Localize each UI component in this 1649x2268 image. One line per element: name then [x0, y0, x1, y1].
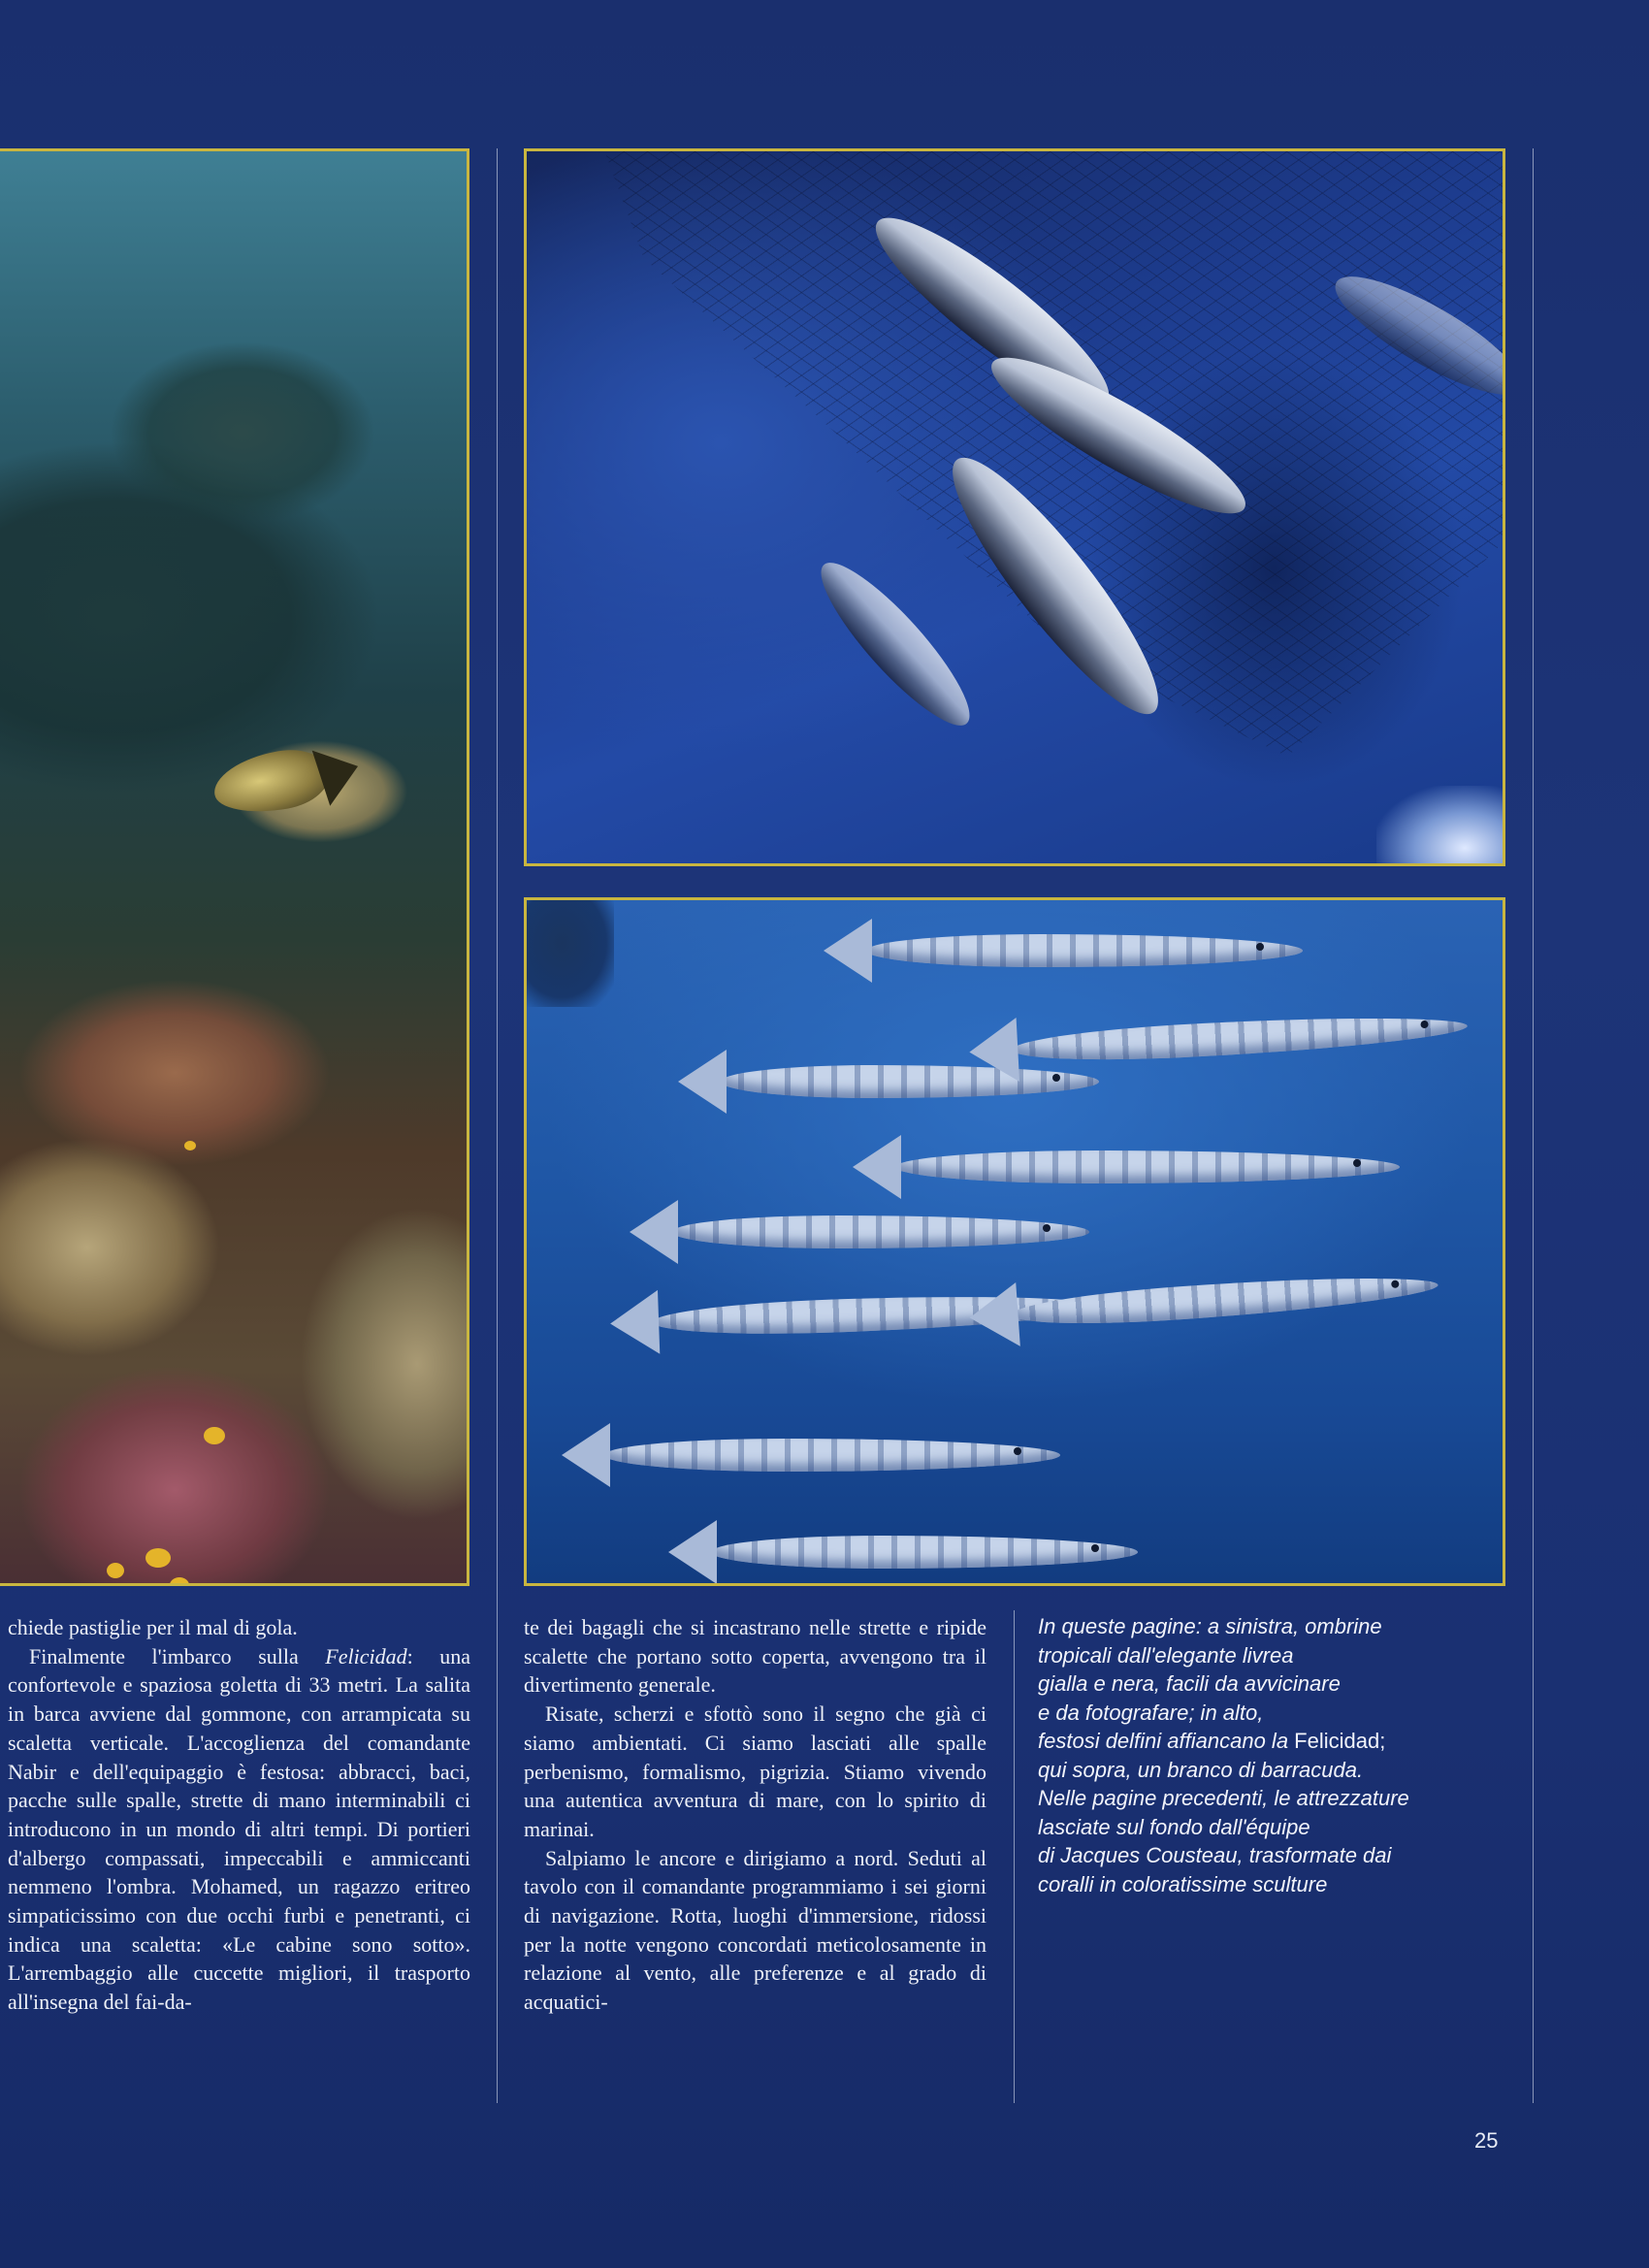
tropical-fish-tail — [312, 738, 368, 805]
ship-name: Felicidad — [325, 1643, 407, 1669]
caption-line: tropicali dall'elegante livrea — [1038, 1642, 1294, 1668]
caption-line: lasciate sul fondo dall'équipe — [1038, 1814, 1310, 1839]
coral-polyp — [107, 1563, 124, 1578]
paragraph: te dei bagagli che si incastrano nelle strette e ripide scalette che portano sotto coperta, avvengono tra il divertimento generale. — [524, 1615, 986, 1698]
caption-line: di Jacques Cousteau, trasformate dai — [1038, 1843, 1392, 1867]
barracuda — [1011, 1269, 1439, 1332]
column-rule — [1533, 148, 1534, 2103]
caption-line: gialla e nera, facili da avvicinare — [1038, 1671, 1341, 1696]
dolphin — [804, 547, 987, 742]
column-rule — [1014, 1610, 1015, 2103]
barracuda — [866, 934, 1303, 967]
caption-line: festosi delfini affiancano la Felicidad; — [1038, 1729, 1386, 1753]
ship-name: Felicidad; — [1294, 1729, 1386, 1753]
barracuda — [672, 1215, 1089, 1248]
photo-barracuda — [524, 897, 1505, 1586]
caption-line: e da fotografare; in alto, — [1038, 1700, 1264, 1725]
diver-silhouette — [527, 900, 614, 1007]
coral-polyp — [204, 1427, 225, 1444]
column-rule — [497, 148, 498, 2103]
barracuda — [711, 1536, 1138, 1569]
coral-polyp — [184, 1141, 196, 1150]
coral-polyp — [146, 1548, 171, 1568]
caption-line: coralli in coloratissime sculture — [1038, 1871, 1328, 1896]
sea-foam — [1376, 786, 1503, 863]
caption-line: Nelle pagine precedenti, le attrezzature — [1038, 1786, 1409, 1810]
paragraph: Finalmente l'imbarco sulla Felicidad: una confortevole e spaziosa goletta di 33 metri. La salita in barca avviene dal gommone, con arrampicata su scaletta verticale. L'accoglienza del comandante Nabir e dell'equipaggio è festosa: abbracci, baci, pacche sulle spalle, strette di mano interminabili ci introducono in un mondo di altri tempi. Di portieri d'albergo compassati, impeccabili e ammiccanti nemmeno l'ombra. Mohamed, un ragazzo eritreo simpaticissimo con due occhi furbi e penetranti, ci indica una scaletta: «Le cabine sono sotto». L'arrembaggio alle cuccette migliori, il trasporto all'insegna del fai-da- — [8, 1643, 470, 2015]
barracuda — [1011, 1010, 1468, 1067]
text-column-2 — [524, 1613, 986, 2017]
text-column-1 — [8, 1613, 470, 2017]
caption-line: qui sopra, un branco di barracuda. — [1038, 1757, 1364, 1782]
barracuda — [604, 1439, 1060, 1472]
caption-line: In queste pagine: a sinistra, ombrine — [1038, 1614, 1382, 1638]
barracuda — [895, 1150, 1400, 1183]
paragraph: Salpiamo le ancore e dirigiamo a nord. Seduti al tavolo con il comandante programmiamo i sei giorni di navigazione. Rotta, luoghi d'immersione, ridossi per la notte vengono concordati meticolosamente in relazione al vento, alle preferenze e al grado di acquatici- — [524, 1845, 986, 2015]
photo-dolphins — [524, 148, 1505, 866]
photo-coral-reef — [0, 148, 469, 1586]
paragraph: Risate, scherzi e sfottò sono il segno che già ci siamo ambientati. Ci siamo lasciati alle spalle perbenismo, formalismo, pigrizia. Stiamo vivendo una autentica avventura di mare, con lo spirito di marinai. — [524, 1701, 986, 1841]
photo-caption — [1038, 1612, 1474, 1898]
paragraph: chiede pastiglie per il mal di gola. — [8, 1615, 298, 1639]
barracuda — [721, 1065, 1099, 1098]
page-number: 25 — [1474, 2128, 1499, 2153]
coral-polyp — [170, 1577, 189, 1586]
